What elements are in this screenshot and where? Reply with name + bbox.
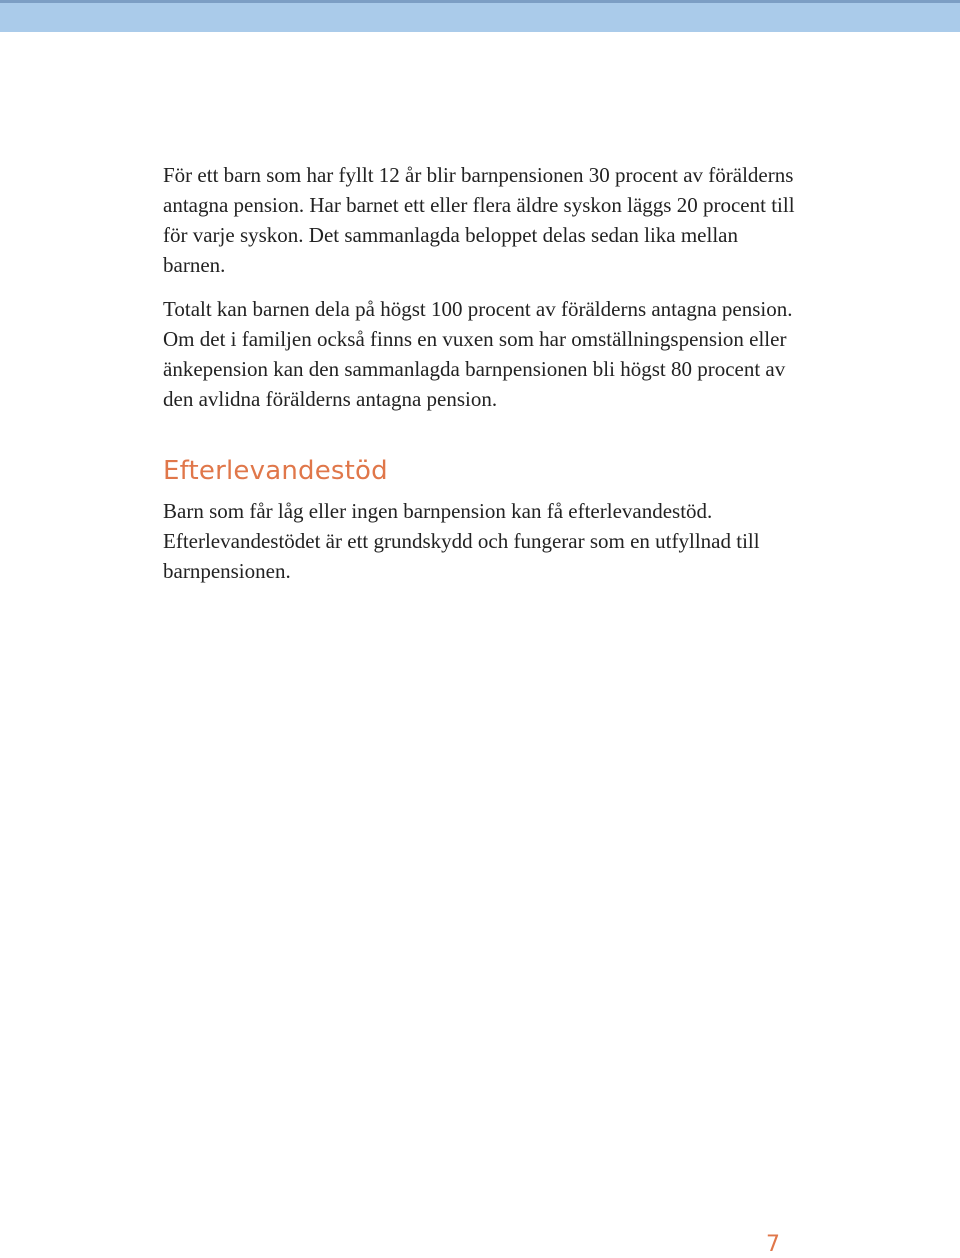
paragraph-efterlevandestod: Barn som får låg eller ingen barnpension kan få efterlevandestöd. Efterlevandestödet är ett grundskydd och fungerar som en utfyllnad till barnpensionen.: [163, 499, 760, 583]
top-color-band: [0, 0, 960, 32]
section-heading-efterlevandestod: Efterlevandestöd: [163, 456, 388, 486]
page-number: 7: [766, 1232, 780, 1257]
paragraph-pension-cap: Totalt kan barnen dela på högst 100 procent av förälderns antagna pension. Om det i familjen också finns en vuxen som har omställningspension eller änkepension kan den sammanlagda barnpensionen bli högst 80 procent av den avlidna förälderns antagna pension.: [163, 297, 793, 411]
document-body: [163, 160, 803, 586]
paragraph-child-pension-rate: För ett barn som har fyllt 12 år blir barnpensionen 30 procent av förälderns antagna pension. Har barnet ett eller flera äldre syskon läggs 20 procent till för varje syskon. Det sammanlagda beloppet delas sedan lika mellan barnen.: [163, 163, 795, 277]
